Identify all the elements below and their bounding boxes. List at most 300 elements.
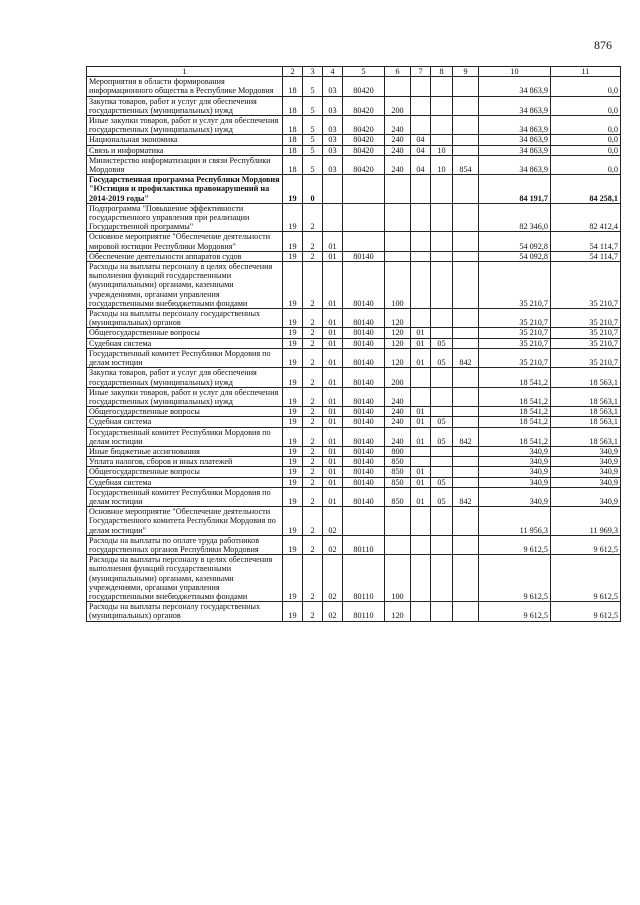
row-code-cell: 18 [283, 155, 303, 174]
row-code-cell: 01 [411, 328, 431, 338]
row-code-cell: 120 [385, 602, 411, 621]
row-code-cell: 2 [303, 457, 323, 467]
table-row [87, 457, 621, 467]
row-name-cell: Закупка товаров, работ и услуг для обеспечения государственных (муниципальных) нужд [87, 96, 283, 115]
row-code-cell: 19 [283, 487, 303, 506]
row-code-cell: 80140 [343, 407, 385, 417]
row-code-cell: 5 [303, 116, 323, 135]
row-code-cell [453, 175, 479, 204]
row-code-cell: 01 [411, 467, 431, 477]
table-row [87, 203, 621, 232]
row-code-cell: 80140 [343, 368, 385, 387]
row-code-cell: 82 412,4 [551, 203, 621, 232]
row-code-cell: 35 210,7 [551, 338, 621, 348]
row-code-cell [343, 232, 385, 251]
row-code-cell [411, 77, 431, 96]
row-code-cell: 2 [303, 446, 323, 456]
table-row [87, 507, 621, 536]
row-code-cell [431, 96, 453, 115]
table-row [87, 328, 621, 338]
row-code-cell: 2 [303, 555, 323, 602]
row-code-cell [453, 407, 479, 417]
row-code-cell: 02 [323, 602, 343, 621]
row-code-cell: 2 [303, 467, 323, 477]
table-row [87, 387, 621, 406]
row-code-cell [385, 507, 411, 536]
row-code-cell: 18 541,2 [479, 368, 551, 387]
row-code-cell [411, 175, 431, 204]
row-code-cell: 2 [303, 602, 323, 621]
row-code-cell: 03 [323, 145, 343, 155]
row-code-cell: 850 [385, 477, 411, 487]
row-code-cell: 05 [431, 477, 453, 487]
column-header: 9 [453, 67, 479, 77]
row-code-cell: 34 863,9 [479, 155, 551, 174]
row-code-cell: 80140 [343, 477, 385, 487]
row-code-cell: 04 [411, 155, 431, 174]
row-code-cell: 2 [303, 232, 323, 251]
row-code-cell: 340,9 [551, 457, 621, 467]
row-code-cell: 240 [385, 135, 411, 145]
table-row [87, 232, 621, 251]
row-code-cell [453, 457, 479, 467]
row-code-cell: 19 [283, 427, 303, 446]
row-code-cell: 01 [411, 487, 431, 506]
page-number: 876 [594, 38, 612, 52]
row-name-cell: Расходы на выплаты персоналу государственных (муниципальных) органов [87, 309, 283, 328]
row-code-cell [411, 96, 431, 115]
row-code-cell: 19 [283, 446, 303, 456]
row-name-cell: Обеспечение деятельности аппаратов судов [87, 251, 283, 261]
row-code-cell: 01 [323, 387, 343, 406]
row-name-cell: Основное мероприятие "Обеспечение деятельности Государственного комитета Республики Мордовия по делам юстиции" [87, 507, 283, 536]
row-code-cell [453, 96, 479, 115]
row-code-cell: 54 114,7 [551, 251, 621, 261]
table-row [87, 116, 621, 135]
row-code-cell: 01 [323, 457, 343, 467]
row-code-cell: 34 863,9 [479, 116, 551, 135]
row-code-cell: 02 [323, 555, 343, 602]
row-code-cell: 2 [303, 387, 323, 406]
row-code-cell: 340,9 [479, 477, 551, 487]
row-code-cell: 35 210,7 [551, 309, 621, 328]
row-code-cell: 35 210,7 [551, 262, 621, 309]
row-code-cell: 05 [431, 348, 453, 367]
row-code-cell [411, 203, 431, 232]
row-code-cell: 54 092,8 [479, 251, 551, 261]
row-code-cell [431, 116, 453, 135]
row-code-cell: 18 541,2 [479, 407, 551, 417]
row-code-cell [323, 203, 343, 232]
header-row [87, 67, 621, 77]
table-row [87, 467, 621, 477]
row-name-cell: Иные закупки товаров, работ и услуг для обеспечения государственных (муниципальных) нужд [87, 116, 283, 135]
row-code-cell: 100 [385, 555, 411, 602]
row-code-cell: 80140 [343, 487, 385, 506]
table-row [87, 175, 621, 204]
row-code-cell [343, 507, 385, 536]
row-code-cell [411, 368, 431, 387]
row-code-cell [431, 507, 453, 536]
row-code-cell: 120 [385, 348, 411, 367]
row-code-cell: 35 210,7 [479, 309, 551, 328]
row-code-cell [431, 328, 453, 338]
row-code-cell [453, 309, 479, 328]
row-code-cell: 2 [303, 203, 323, 232]
row-code-cell [431, 407, 453, 417]
row-name-cell: Подпрограмма "Повышение эффективности государственного управления при реализации Государственной программы" [87, 203, 283, 232]
row-code-cell: 02 [323, 535, 343, 554]
row-code-cell: 18 563,1 [551, 427, 621, 446]
row-code-cell: 100 [385, 262, 411, 309]
row-code-cell: 01 [411, 427, 431, 446]
row-code-cell: 80140 [343, 417, 385, 427]
row-code-cell [453, 417, 479, 427]
row-code-cell: 80420 [343, 155, 385, 174]
row-code-cell: 2 [303, 368, 323, 387]
row-code-cell: 19 [283, 457, 303, 467]
row-name-cell: Основное мероприятие "Обеспечение деятельности мировой юстиции Республики Мордовия" [87, 232, 283, 251]
table-row [87, 446, 621, 456]
row-code-cell: 19 [283, 477, 303, 487]
row-code-cell: 54 092,8 [479, 232, 551, 251]
row-code-cell: 01 [323, 348, 343, 367]
row-code-cell: 19 [283, 348, 303, 367]
row-code-cell [411, 555, 431, 602]
row-code-cell: 2 [303, 348, 323, 367]
row-code-cell [411, 232, 431, 251]
row-code-cell: 842 [453, 427, 479, 446]
row-code-cell: 05 [431, 487, 453, 506]
row-code-cell [431, 309, 453, 328]
row-code-cell [411, 457, 431, 467]
row-code-cell: 80110 [343, 555, 385, 602]
row-code-cell: 01 [323, 407, 343, 417]
row-code-cell: 54 114,7 [551, 232, 621, 251]
row-code-cell: 9 612,5 [551, 535, 621, 554]
row-code-cell: 01 [411, 407, 431, 417]
row-code-cell: 340,9 [551, 477, 621, 487]
row-code-cell: 0,0 [551, 155, 621, 174]
row-code-cell: 240 [385, 155, 411, 174]
row-code-cell [453, 232, 479, 251]
row-code-cell: 01 [411, 338, 431, 348]
table-row [87, 368, 621, 387]
row-code-cell: 01 [411, 477, 431, 487]
column-header: 11 [551, 67, 621, 77]
row-code-cell [343, 203, 385, 232]
table-row [87, 155, 621, 174]
row-code-cell: 9 612,5 [551, 555, 621, 602]
row-code-cell: 03 [323, 155, 343, 174]
row-code-cell: 2 [303, 309, 323, 328]
row-code-cell [453, 135, 479, 145]
row-code-cell: 18 [283, 116, 303, 135]
row-code-cell: 19 [283, 407, 303, 417]
column-header: 8 [431, 67, 453, 77]
row-code-cell: 19 [283, 232, 303, 251]
row-code-cell: 80420 [343, 116, 385, 135]
row-code-cell: 0,0 [551, 135, 621, 145]
column-header: 2 [283, 67, 303, 77]
row-code-cell: 2 [303, 507, 323, 536]
row-code-cell [411, 387, 431, 406]
row-code-cell [431, 457, 453, 467]
row-code-cell: 18 [283, 77, 303, 96]
column-header: 10 [479, 67, 551, 77]
row-code-cell: 200 [385, 368, 411, 387]
row-code-cell: 11 969,3 [551, 507, 621, 536]
row-code-cell: 35 210,7 [551, 328, 621, 338]
row-name-cell: Общегосударственные вопросы [87, 407, 283, 417]
row-code-cell: 240 [385, 427, 411, 446]
row-code-cell: 19 [283, 417, 303, 427]
table-row [87, 487, 621, 506]
row-code-cell: 34 863,9 [479, 135, 551, 145]
table-row [87, 338, 621, 348]
row-code-cell [411, 309, 431, 328]
row-code-cell: 120 [385, 338, 411, 348]
row-code-cell: 9 612,5 [479, 535, 551, 554]
row-code-cell: 2 [303, 262, 323, 309]
row-code-cell: 240 [385, 417, 411, 427]
row-code-cell: 340,9 [551, 446, 621, 456]
row-code-cell: 01 [323, 251, 343, 261]
row-code-cell: 10 [431, 145, 453, 155]
row-code-cell: 240 [385, 145, 411, 155]
row-code-cell: 34 863,9 [479, 145, 551, 155]
column-header: 5 [343, 67, 385, 77]
row-code-cell [431, 555, 453, 602]
row-code-cell: 19 [283, 309, 303, 328]
row-code-cell: 35 210,7 [479, 262, 551, 309]
row-code-cell: 01 [323, 477, 343, 487]
row-code-cell: 05 [431, 417, 453, 427]
row-code-cell: 18 541,2 [479, 417, 551, 427]
row-code-cell: 19 [283, 175, 303, 204]
row-code-cell: 2 [303, 417, 323, 427]
row-code-cell: 80140 [343, 427, 385, 446]
row-code-cell [453, 477, 479, 487]
column-header: 3 [303, 67, 323, 77]
table-row [87, 602, 621, 621]
row-code-cell [453, 555, 479, 602]
row-code-cell [453, 446, 479, 456]
row-code-cell: 2 [303, 427, 323, 446]
row-code-cell: 80140 [343, 251, 385, 261]
row-name-cell: Государственный комитет Республики Мордовия по делам юстиции [87, 487, 283, 506]
row-code-cell [453, 507, 479, 536]
row-code-cell: 03 [323, 116, 343, 135]
row-code-cell: 850 [385, 457, 411, 467]
row-code-cell: 01 [323, 328, 343, 338]
row-code-cell [431, 251, 453, 261]
row-code-cell: 01 [323, 338, 343, 348]
row-code-cell [411, 602, 431, 621]
row-code-cell: 80140 [343, 387, 385, 406]
row-code-cell: 850 [385, 487, 411, 506]
row-code-cell [385, 535, 411, 554]
row-code-cell [453, 116, 479, 135]
row-code-cell: 01 [411, 348, 431, 367]
row-code-cell: 2 [303, 487, 323, 506]
row-code-cell [431, 602, 453, 621]
row-code-cell: 18 [283, 145, 303, 155]
row-code-cell: 01 [323, 427, 343, 446]
row-code-cell: 80140 [343, 467, 385, 477]
row-code-cell: 19 [283, 338, 303, 348]
row-code-cell: 04 [411, 135, 431, 145]
row-code-cell: 0,0 [551, 96, 621, 115]
row-name-cell: Общегосударственные вопросы [87, 328, 283, 338]
row-code-cell: 01 [411, 417, 431, 427]
row-name-cell: Судебная система [87, 477, 283, 487]
row-code-cell: 0,0 [551, 145, 621, 155]
row-name-cell: Расходы на выплаты персоналу государственных (муниципальных) органов [87, 602, 283, 621]
row-code-cell: 01 [323, 232, 343, 251]
row-code-cell: 35 210,7 [551, 348, 621, 367]
table-row [87, 477, 621, 487]
row-code-cell: 19 [283, 467, 303, 477]
table-row [87, 427, 621, 446]
table-row [87, 407, 621, 417]
row-code-cell: 84 258,1 [551, 175, 621, 204]
row-code-cell [453, 203, 479, 232]
row-code-cell [453, 467, 479, 477]
row-code-cell: 80420 [343, 145, 385, 155]
column-header: 1 [87, 67, 283, 77]
row-code-cell: 19 [283, 555, 303, 602]
row-code-cell: 34 863,9 [479, 77, 551, 96]
row-code-cell: 0,0 [551, 77, 621, 96]
column-header: 6 [385, 67, 411, 77]
row-code-cell: 80420 [343, 77, 385, 96]
row-code-cell [385, 77, 411, 96]
table-row [87, 535, 621, 554]
row-code-cell: 19 [283, 507, 303, 536]
row-code-cell: 18 [283, 135, 303, 145]
row-code-cell [411, 535, 431, 554]
row-code-cell: 84 191,7 [479, 175, 551, 204]
row-code-cell [385, 175, 411, 204]
row-code-cell [453, 262, 479, 309]
row-name-cell: Уплата налогов, сборов и иных платежей [87, 457, 283, 467]
table-row [87, 555, 621, 602]
row-code-cell: 03 [323, 96, 343, 115]
row-code-cell: 80140 [343, 446, 385, 456]
row-code-cell: 19 [283, 387, 303, 406]
row-code-cell [431, 467, 453, 477]
row-code-cell: 05 [431, 427, 453, 446]
row-code-cell: 120 [385, 328, 411, 338]
row-code-cell [431, 387, 453, 406]
row-code-cell [453, 328, 479, 338]
row-code-cell: 5 [303, 96, 323, 115]
row-code-cell: 01 [323, 262, 343, 309]
row-code-cell [453, 145, 479, 155]
row-code-cell: 2 [303, 407, 323, 417]
row-code-cell [453, 251, 479, 261]
row-code-cell: 18 563,1 [551, 387, 621, 406]
row-code-cell [453, 602, 479, 621]
row-code-cell: 2 [303, 328, 323, 338]
row-code-cell [453, 77, 479, 96]
row-code-cell: 19 [283, 328, 303, 338]
row-code-cell: 2 [303, 477, 323, 487]
row-code-cell: 340,9 [479, 467, 551, 477]
row-code-cell: 340,9 [479, 487, 551, 506]
row-code-cell: 01 [323, 467, 343, 477]
row-code-cell [431, 203, 453, 232]
table-row [87, 309, 621, 328]
row-code-cell: 2 [303, 535, 323, 554]
row-name-cell: Мероприятия в области формирования информационного общества в Республике Мордовия [87, 77, 283, 96]
row-name-cell: Общегосударственные вопросы [87, 467, 283, 477]
row-code-cell: 18 563,1 [551, 407, 621, 417]
row-name-cell: Государственный комитет Республики Мордовия по делам юстиции [87, 427, 283, 446]
row-code-cell [431, 262, 453, 309]
table-row [87, 135, 621, 145]
row-code-cell: 9 612,5 [551, 602, 621, 621]
row-name-cell: Закупка товаров, работ и услуг для обеспечения государственных (муниципальных) нужд [87, 368, 283, 387]
row-code-cell: 04 [411, 145, 431, 155]
row-code-cell: 120 [385, 309, 411, 328]
row-code-cell: 02 [323, 507, 343, 536]
row-name-cell: Министерство информатизации и связи Республики Мордовия [87, 155, 283, 174]
row-name-cell: Судебная система [87, 417, 283, 427]
row-code-cell: 80140 [343, 457, 385, 467]
row-code-cell [411, 507, 431, 536]
row-code-cell: 01 [323, 309, 343, 328]
row-code-cell: 01 [323, 446, 343, 456]
row-code-cell: 9 612,5 [479, 555, 551, 602]
row-code-cell [431, 135, 453, 145]
row-name-cell: Расходы на выплаты по оплате труда работников государственных органов Республики Мордовия [87, 535, 283, 554]
row-code-cell: 2 [303, 338, 323, 348]
row-code-cell: 5 [303, 155, 323, 174]
row-code-cell: 240 [385, 116, 411, 135]
row-code-cell: 80140 [343, 338, 385, 348]
row-code-cell: 19 [283, 251, 303, 261]
row-code-cell: 5 [303, 135, 323, 145]
row-code-cell [323, 175, 343, 204]
row-code-cell: 82 346,0 [479, 203, 551, 232]
row-code-cell [411, 446, 431, 456]
row-code-cell: 5 [303, 77, 323, 96]
row-code-cell: 340,9 [479, 446, 551, 456]
row-code-cell [411, 116, 431, 135]
row-code-cell: 19 [283, 262, 303, 309]
row-code-cell: 01 [323, 368, 343, 387]
row-name-cell: Расходы на выплаты персоналу в целях обеспечения выполнения функций государственными (муниципальными) органами, казенными учреждениями, органами управления государственными внебюджетными фондами [87, 555, 283, 602]
row-code-cell: 01 [323, 417, 343, 427]
table-row [87, 262, 621, 309]
row-code-cell: 800 [385, 446, 411, 456]
table-row [87, 251, 621, 261]
row-code-cell: 18 [283, 96, 303, 115]
row-code-cell [431, 446, 453, 456]
row-code-cell: 35 210,7 [479, 348, 551, 367]
row-code-cell: 850 [385, 467, 411, 477]
table-body [87, 77, 621, 621]
row-code-cell: 80140 [343, 309, 385, 328]
row-code-cell [453, 368, 479, 387]
row-code-cell: 240 [385, 387, 411, 406]
row-code-cell: 2 [303, 251, 323, 261]
row-code-cell: 35 210,7 [479, 328, 551, 338]
row-code-cell: 340,9 [551, 467, 621, 477]
row-code-cell: 80110 [343, 535, 385, 554]
